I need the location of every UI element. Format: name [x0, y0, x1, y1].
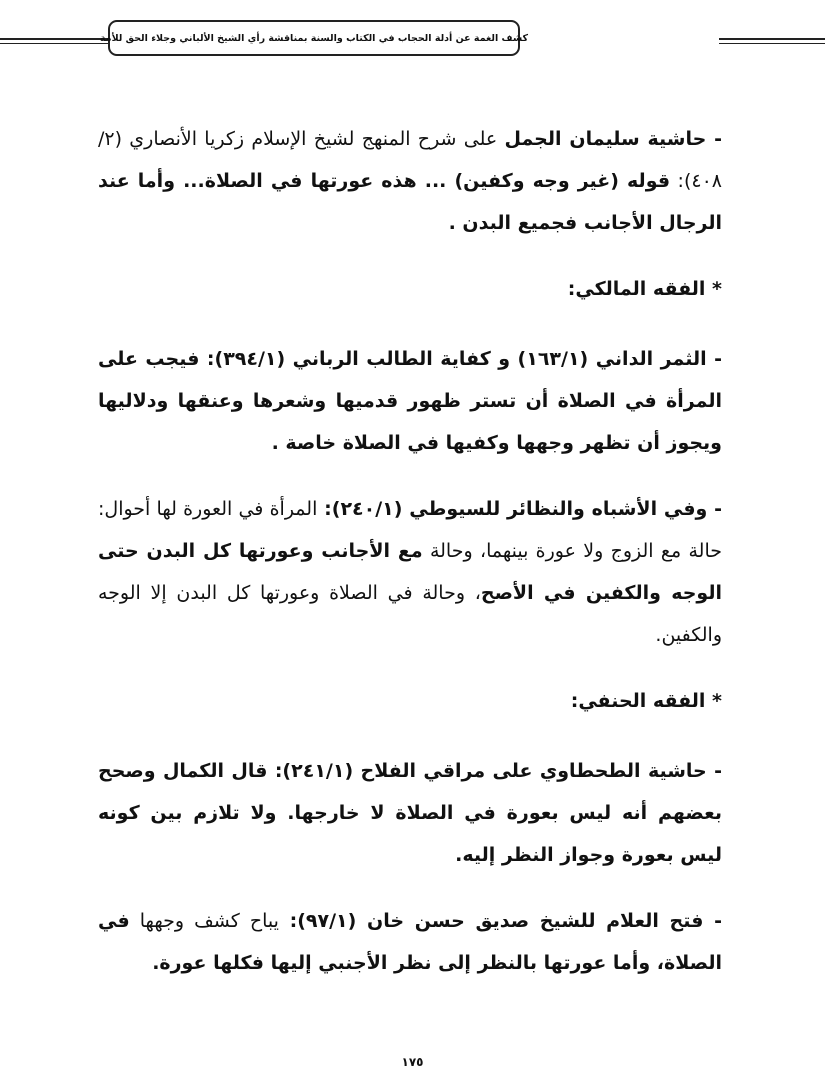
page-number: ١٧٥: [401, 1055, 424, 1069]
section-heading-maliki: * الفقه المالكي:: [567, 278, 722, 300]
quoted-ruling: قال الكمال وصحح بعضهم أنه ليس بعورة في الصلاة لا خارجها. ولا تلازم بين كونه ليس بعورة وجواز النظر إليه.: [98, 760, 722, 866]
quoted-text: المرأة في العورة لها أحوال: حالة مع الزوج ولا عورة بينهما، وحالة: [98, 498, 723, 562]
source-citation: - فتح العلام للشيخ صديق حسن خان (٩٧/١):: [278, 910, 722, 932]
header-rule-right: [719, 38, 825, 44]
source-citation: - حاشية سليمان الجمل: [504, 128, 723, 150]
source-detail: على شرح المنهج لشيخ الإسلام زكريا الأنصاري (٢/ ٤٠٨):: [98, 128, 722, 192]
running-header: [99, 20, 529, 56]
quoted-ruling: فيجب على المرأة في الصلاة أن تستر ظهور قدميها وشعرها وعنقها ودلاليها ويجوز أن تظهر وجهها وكفيها في الصلاة خاصة .: [98, 348, 722, 454]
page-body: [98, 118, 722, 1008]
source-citation: - الثمر الداني (١٦٣/١) و كفاية الطالب الرباني (٣٩٤/١):: [199, 348, 722, 370]
section-heading-hanafi: * الفقه الحنفي:: [570, 690, 722, 712]
paragraph-ashbah-nazair: [98, 488, 722, 656]
source-citation: - وفي الأشباه والنظائر للسيوطي (٢٤٠/١):: [317, 498, 723, 520]
paragraph-fath-allam: [98, 900, 722, 984]
source-citation: - حاشية الطحطاوي على مراقي الفلاح (٢٤١/١):: [267, 760, 722, 782]
paragraph-thamar-dani: [98, 338, 722, 464]
paragraph-tahtawi: [98, 750, 722, 876]
quoted-ruling: مع الأجانب وعورتها كل البدن حتى الوجه والكفين في الأصح: [98, 540, 722, 604]
quoted-ruling: في الصلاة،: [98, 910, 722, 974]
quoted-ruling-end: وأما عورتها بالنظر إلى نظر الأجنبي إليها فكلها عورة.: [152, 952, 657, 974]
quoted-text: يباح كشف وجهها: [129, 910, 279, 932]
quoted-ruling: قوله (غير وجه وكفين) ... هذه عورتها في الصلاة... وأما عند الرجال الأجانب فجميع البدن .: [98, 170, 722, 234]
quoted-text-end: ، وحالة في الصلاة وعورتها كل البدن إلا الوجه والكفين.: [98, 582, 722, 646]
running-header-title: كشف الغمة عن أدلة الحجاب في الكتاب والسنة بمناقشة رأي الشيخ الألباني وجلاء الحق للأمة: [99, 32, 529, 44]
header-rule-left: [0, 38, 110, 44]
paragraph-jamal-hashiya: [98, 118, 722, 244]
